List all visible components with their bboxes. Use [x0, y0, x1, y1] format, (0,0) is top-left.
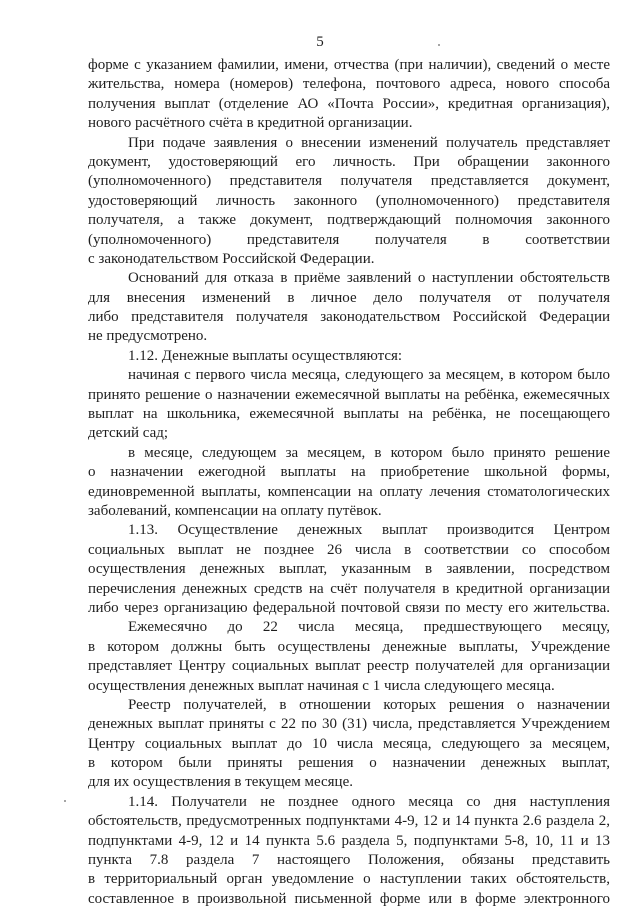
text-line: выплат на школьника, ежемесячной выплаты на ребёнка, не посещающего	[88, 406, 610, 423]
text-line: начиная с первого числа месяца, следующего за месяцем, в котором было	[128, 367, 610, 384]
text-line: о назначении ежегодной выплаты на приобретение школьной формы,	[88, 464, 610, 481]
text-line: перечисления денежных средств на счёт получателя в кредитной организации	[88, 580, 610, 597]
text-line: для их осуществления в текущем месяце.	[88, 774, 353, 791]
text-line: (уполномоченного) представителя получателя представляется документ,	[88, 173, 610, 190]
text-line: получения выплат (отделение АО «Почта России», кредитная организация),	[88, 95, 610, 112]
text-line: (уполномоченного) представителя получателя в соответствии	[88, 231, 610, 248]
text-line: Центру социальных выплат до 10 числа месяца, следующего за месяцем,	[88, 735, 610, 752]
text-line: При подаче заявления о внесении изменений получатель представляет	[128, 134, 610, 151]
text-line: Реестр получателей, в отношении которых решения о назначении	[128, 696, 610, 713]
text-line: 1.12. Денежные выплаты осуществляются:	[128, 347, 403, 364]
text-line: получателя, а также документ, подтверждающий полномочия законного	[88, 212, 610, 229]
text-line: 1.13. Осуществление денежных выплат производится Центром	[128, 522, 610, 539]
scan-speck	[438, 44, 440, 46]
text-line: в котором были приняты решения о назначении денежных выплат,	[88, 755, 610, 772]
text-line: форме с указанием фамилии, имени, отчества (при наличии), сведений о месте	[88, 57, 610, 73]
scan-speck	[64, 800, 66, 802]
text-line: удостоверяющий личность законного (уполномоченного) представителя	[88, 192, 610, 209]
text-line: заболеваний, компенсации на оплату путёвок.	[88, 502, 382, 519]
text-line: с законодательством Российской Федерации.	[88, 250, 375, 267]
text-line: пункта 7.8 раздела 7 настоящего Положения, обязаны представить	[88, 852, 610, 869]
text-line: Ежемесячно до 22 числа месяца, предшествующего месяцу,	[128, 619, 610, 636]
text-line: представляет Центру социальных выплат реестр получателей для организации	[88, 658, 610, 675]
text-line: единовременной выплаты, компенсации на оплату лечения стоматологических	[88, 483, 610, 500]
text-line: в котором должны быть осуществлены денежные выплаты, Учреждение	[88, 638, 610, 655]
text-line: документ, удостоверяющий его личность. При обращении законного	[88, 153, 610, 170]
document-body	[88, 56, 610, 909]
text-line: нового расчётного счёта в кредитной организации.	[88, 115, 413, 132]
text-line: 1.14. Получатели не позднее одного месяца со дня наступления	[128, 793, 610, 810]
text-line: не предусмотрено.	[88, 328, 208, 345]
text-line: жительства, номера (номеров) телефона, почтового адреса, нового способа	[88, 76, 610, 93]
text-line: либо через организацию федеральной почтовой связи по месту его жительства.	[88, 599, 610, 616]
text-line: обстоятельств, предусмотренных подпунктами 4-9, 12 и 14 пункта 2.6 раздела 2,	[88, 813, 610, 830]
text-line: в территориальный орган уведомление о наступлении таких обстоятельств,	[88, 871, 610, 888]
text-line: денежных выплат приняты с 22 по 30 (31) числа, представляется Учреждением	[88, 716, 610, 733]
text-line: детский сад;	[88, 425, 169, 442]
text-line: составленное в произвольной письменной форме или в форме электронного	[88, 890, 610, 907]
text-line: Оснований для отказа в приёме заявлений о наступлении обстоятельств	[128, 270, 610, 287]
page-number: 5	[316, 34, 324, 50]
text-line: социальных выплат не позднее 26 числа в соответствии со способом	[88, 541, 610, 558]
text-line: подпунктами 4-9, 12 и 14 пункта 5.6 раздела 5, подпунктами 5-8, 10, 11 и 13	[88, 832, 610, 849]
text-line: для внесения изменений в личное дело получателя от получателя	[88, 289, 610, 306]
text-line: осуществления денежных выплат начиная с 1 числа следующего месяца.	[88, 677, 555, 694]
text-line: принято решение о назначении ежемесячной выплаты на ребёнка, ежемесячных	[88, 386, 610, 403]
text-line: осуществления денежных выплат, указанным в заявлении, посредством	[88, 561, 610, 578]
text-line: либо представителя получателя законодательством Российской Федерации	[88, 309, 610, 326]
text-line: в месяце, следующем за месяцем, в котором было принято решение	[128, 444, 610, 461]
